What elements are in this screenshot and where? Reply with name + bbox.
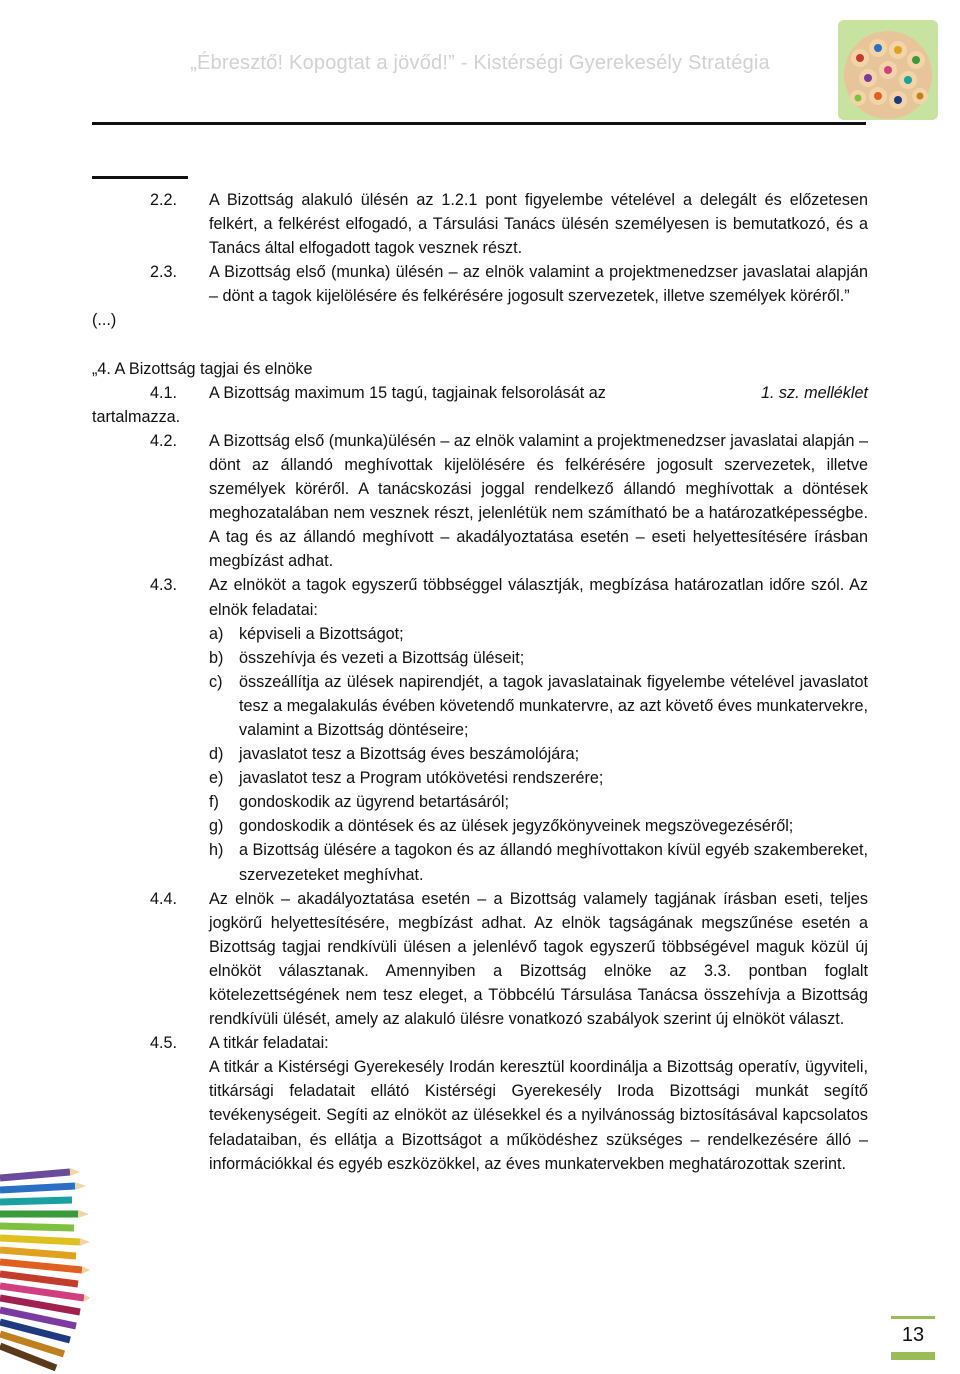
section-2-3 <box>92 260 868 308</box>
list-letter: c) <box>209 672 223 691</box>
document-body <box>92 188 868 1176</box>
page-number: 13 <box>901 1324 925 1346</box>
section-number: 2.2. <box>150 191 178 209</box>
list-text: összehívja és vezeti a Bizottság üléseit; <box>239 648 525 667</box>
section-text: A Bizottság maximum 15 tagú, tagjainak felsorolását az <box>209 383 606 402</box>
section-text: Az elnök – akadályoztatása esetén – a Bizottság valamely tagjának írásban eseti, teljes jogkörű helyettesítésére, megbízást adhat. Az elnök tagságának megszűnése esetén a Bizottság tagjai rendkívüli ülésen a jelenlévő tagok egyszerű többségével maguk közül új elnököt választanak. Amennyiben a Bizottság elnöke az 3.3. pontban foglalt kötelezettségének nem tesz eleget, a Többcélú Társulása Tanácsa összehívja a Bizottság rendkívüli ülését, amely az alakuló ülésre vonatkozó szabályok szerint új elnököt választ. <box>209 889 868 1029</box>
list-text: javaslatot tesz a Program utókövetési rendszerére; <box>239 769 604 788</box>
section-text: A Bizottság első (munka) ülésén – az elnök valamint a projektmenedzser javaslatai alapján – dönt a tagok kijelölésére és felkérésére jogosult szervezetek, illetve személyek köréről.” <box>209 263 868 306</box>
section-4-heading <box>92 357 868 381</box>
list-letter: d) <box>209 745 224 764</box>
list-letter: g) <box>209 817 224 836</box>
list-text: képviseli a Bizottságot; <box>239 624 404 643</box>
section-number: 2.3. <box>150 263 178 282</box>
section-2-2 <box>92 188 868 260</box>
list-letter: f) <box>209 793 219 812</box>
section-4-3 <box>92 573 868 886</box>
section-number: 4.2. <box>150 431 178 450</box>
list-text: gondoskodik az ügyrend betartásáról; <box>239 793 509 812</box>
section-number: 4.1. <box>150 383 178 402</box>
list-text: összeállítja az ülések napirendjét, a tagok javaslatainak figyelembe vételével javaslatot tesz a megalakulás évében követendő munkatervre, az azt követő éves munkatervekre, valamint a Bizottság döntéseire; <box>239 672 868 739</box>
list-item <box>209 742 868 766</box>
page-number-accent-bottom <box>891 1352 935 1360</box>
section-4-1 <box>92 381 868 429</box>
list-text: gondoskodik a döntések és az ülések jegyzőkönyveinek megszövegezéséről; <box>239 817 794 836</box>
page-number-box <box>891 1316 935 1360</box>
section-text: A titkár a Kistérségi Gyerekesély Irodán keresztül koordinálja a Bizottság operatív, ügyviteli, titkársági feladatait ellátó Kistérségi Gyerekesély Iroda Bizottsági munkát segítő tevékenységeit. Segíti az elnököt az ülésekkel és a nyilvánosság biztosításával kapcsolatos feladataiban, és ellátja a Bizottságot a működéshez szükséges – rendelkezésére álló – információkkal és egyéb eszközökkel, az éves munkatervekben meghatározottak szerint. <box>209 1058 868 1173</box>
section-4-5 <box>92 1031 868 1176</box>
list-item <box>209 670 868 742</box>
list-item <box>209 814 868 838</box>
colored-pencils-logo-icon <box>838 20 938 120</box>
list-item <box>209 790 868 814</box>
section-text-continued: tartalmazza. <box>92 407 181 426</box>
list-letter: h) <box>209 841 224 860</box>
section-number: 4.5. <box>150 1034 178 1053</box>
list-letter: e) <box>209 769 224 788</box>
list-text: a Bizottság ülésére a tagokon és az állandó meghívottakon kívül egyéb szakembereket, szervezeteket meghívhat. <box>239 841 868 884</box>
section-title: A titkár feladatai: <box>209 1034 329 1053</box>
colored-pencils-decoration-icon <box>0 1150 90 1374</box>
list-item <box>209 838 868 886</box>
list-text: javaslatot tesz a Bizottság éves beszámolójára; <box>239 745 580 764</box>
section-number: 4.4. <box>150 889 178 908</box>
ellipsis: (...) <box>92 311 117 330</box>
page-number-accent-top <box>891 1316 935 1319</box>
section-heading-number: „4. <box>92 359 111 378</box>
section-text: A Bizottság első (munka)ülésén – az elnök valamint a projektmenedzser javaslatai alapján – dönt az állandó meghívottak kijelölésére és felkérésére jogosult szervezetek, illetve személyek köréről. A tanácskozási joggal rendelkező állandó meghívottak a döntések meghozatalában nem vesznek részt, jelenlétük nem számítható be a határozatképességbe. A tag és az állandó meghívott – akadályoztatása esetén – eseti helyettesítésére írásban megbízást adhat. <box>209 431 868 571</box>
list-item <box>209 646 868 670</box>
duties-list <box>209 622 868 887</box>
section-4-2 <box>92 429 868 574</box>
section-4-4 <box>92 887 868 1032</box>
section-heading-title: A Bizottság tagjai és elnöke <box>114 359 313 378</box>
header-title: „Ébresztő! Kopogtat a jövőd!” - Kistérségi Gyerekesély Stratégia <box>190 52 770 74</box>
list-letter: b) <box>209 648 224 667</box>
section-rule-short <box>92 176 188 179</box>
list-item <box>209 766 868 790</box>
section-text: A Bizottság alakuló ülésén az 1.2.1 pont figyelembe vételével a delegált és előzetesen felkért, a felkérést elfogadó, a Társulási Tanács ülésén személyesen is bemutatkozó, és a Tanács által elfogadott tagok vesznek részt. <box>209 191 868 258</box>
section-number: 4.3. <box>150 576 178 595</box>
list-item <box>209 622 868 646</box>
header-rule <box>92 122 866 125</box>
list-letter: a) <box>209 624 224 643</box>
annex-reference: 1. sz. melléklet <box>760 383 868 402</box>
section-text: Az elnököt a tagok egyszerű többséggel választják, megbízása határozatlan időre szól. Az elnök feladatai: <box>209 576 868 619</box>
